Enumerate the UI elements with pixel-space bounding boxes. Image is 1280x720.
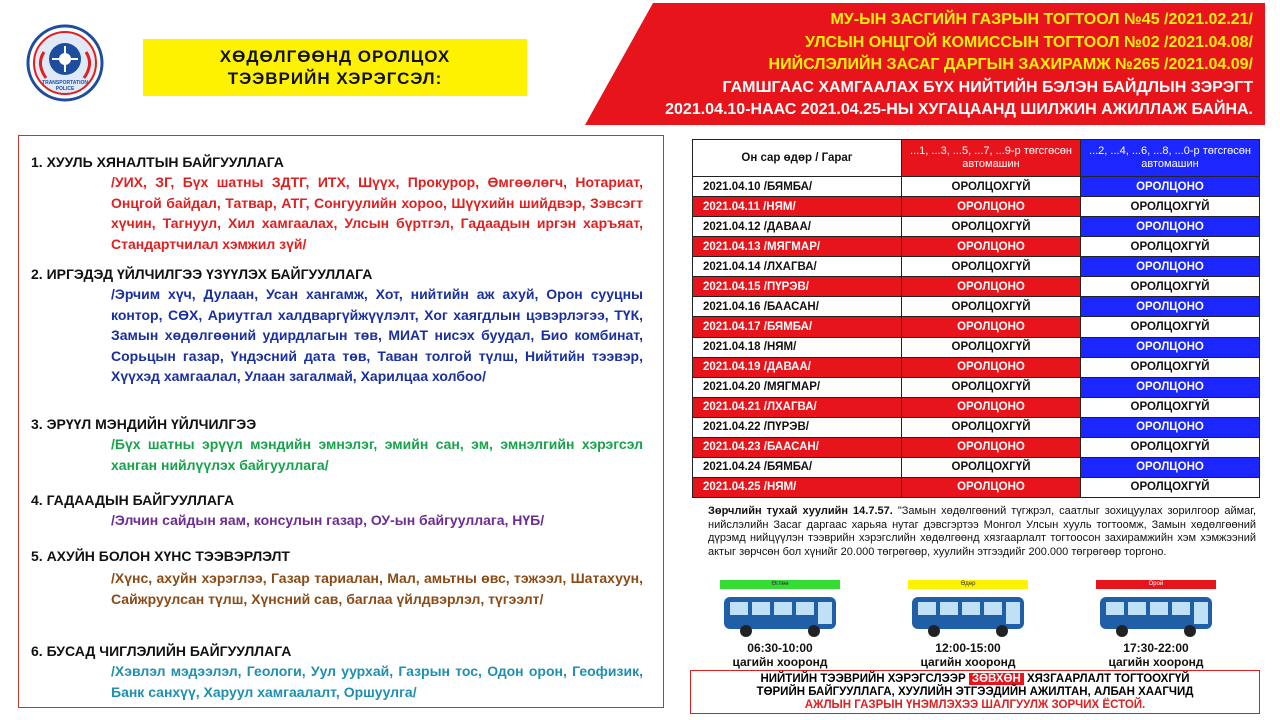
row-even-status: ОРОЛЦОНО (1081, 217, 1260, 237)
time-block-noon (908, 580, 1028, 669)
row-even-status: ОРОЛЦОХГҮЙ (1081, 357, 1260, 377)
time-block-evening (1096, 580, 1216, 669)
time-range: 12:00-15:00 (935, 641, 1001, 655)
table-row (693, 457, 1260, 477)
notice-part-2: ХЯЗГААРЛАЛТ ТОГТООХГҮЙ (1023, 673, 1190, 685)
time-range: 06:30-10:00 (747, 641, 813, 655)
row-odd-status: ОРОЛЦОНО (902, 317, 1081, 337)
row-date: 2021.04.15 /ПҮРЭВ/ (693, 277, 902, 297)
header-odd-plates: ...1, ...3, ...5, ...7, ...9-р төгсгөсөн автомашин (902, 140, 1081, 177)
row-even-status: ОРОЛЦОНО (1081, 417, 1260, 437)
row-date: 2021.04.20 /МЯГМАР/ (693, 377, 902, 397)
time-caption: цагийн хооронд (732, 655, 828, 669)
table-row (693, 377, 1260, 397)
row-date: 2021.04.25 /НЯМ/ (693, 477, 902, 497)
decree-banner (585, 3, 1265, 125)
section-body: /Эрчим хүч, Дулаан, Усан хангамж, Хот, нийтийн аж ахуй, Орон сууцны контор, СӨХ, Ариутгал халдваргүйжүүлэлт, Хог хаягдлын цэвэрлэгээ, ТҮК, Замын хөдөлгөөний удирдлагын төв, МИАТ нисэх буудал, Био комбинат, Сорьцын газар, Үндэсний дата төв, Таван толгой түлш, Нийтийн тээвэр, Хүүхэд хамгаалал, Улаан загалмай, Харилцаа холбоо/ (111, 286, 643, 384)
row-date: 2021.04.21 /ЛХАГВА/ (693, 397, 902, 417)
police-logo (26, 24, 104, 102)
row-date: 2021.04.23 /БААСАН/ (693, 437, 902, 457)
row-even-status: ОРОЛЦОХГҮЙ (1081, 397, 1260, 417)
row-even-status: ОРОЛЦОНО (1081, 337, 1260, 357)
row-date: 2021.04.19 /ДАВАА/ (693, 357, 902, 377)
bus-icon (908, 593, 1028, 639)
table-header-row (693, 140, 1260, 177)
section-heading: 5. АХУЙН БОЛОН ХҮНС ТЭЭВЭРЛЭЛТ (31, 548, 290, 564)
row-odd-status: ОРОЛЦОХГҮЙ (902, 217, 1081, 237)
plate-schedule-table (692, 139, 1260, 498)
table-row (693, 297, 1260, 317)
page-title (143, 39, 527, 96)
row-even-status: ОРОЛЦОНО (1081, 457, 1260, 477)
table-row (693, 217, 1260, 237)
header-even-plates: ...2, ...4, ...6, ...8, ...0-р төгсгөсөн автомашин (1081, 140, 1260, 177)
table-row (693, 337, 1260, 357)
section-body: /Элчин сайдын яам, консулын газар, ОУ-ын байгууллага, НҮБ/ (111, 512, 545, 528)
row-odd-status: ОРОЛЦОХГҮЙ (902, 377, 1081, 397)
section-body: /УИХ, ЗГ, Бүх шатны ЗДТГ, ИТХ, Шүүх, Прокурор, Өмгөөлөгч, Нотариат, Онцгой байдал, Татвар, АТГ, Сонгуулийн хороо, Шүүхийн шийдвэр, Зэвсэгт хүчин, Тагнуул, Хил хамгаалах, Улсын бүртгэл, Гадаадын иргэн харъяат, Стандартчилал хэмжил зүй/ (111, 174, 643, 252)
time-label-bar: Өдөр (908, 580, 1028, 589)
table-row (693, 197, 1260, 217)
row-even-status: ОРОЛЦОХГҮЙ (1081, 437, 1260, 457)
row-date: 2021.04.10 /БЯМБА/ (693, 177, 902, 197)
row-date: 2021.04.12 /ДАВАА/ (693, 217, 902, 237)
section-body: /Хүнс, ахуйн хэрэглээ, Газар тариалан, Мал, амьтны өвс, тэжээл, Шатахуун, Сайжруулсан түлш, Хүнсний сав, баглаа үйлдвэрлэл, түгээлт/ (111, 570, 643, 607)
table-row (693, 397, 1260, 417)
row-odd-status: ОРОЛЦОНО (902, 437, 1081, 457)
time-label-bar: Өглөө (720, 580, 840, 589)
notice-line-2: ТӨРИЙН БАЙГУУЛЛАГА, ХУУЛИЙН ЭТГЭЭДИЙН АЖИЛТАН, АЛБАН ХААГЧИД (756, 686, 1194, 698)
row-even-status: ОРОЛЦОХГҮЙ (1081, 317, 1260, 337)
logo-text: TRANSPORTATION POLICE (42, 80, 88, 92)
notice-part-1: НИЙТИЙН ТЭЭВРИЙН ХЭРЭГСЛЭЭР (760, 673, 969, 685)
time-caption: цагийн хооронд (1108, 655, 1204, 669)
section-heading: 1. ХУУЛЬ ХЯНАЛТЫН БАЙГУУЛЛАГА (31, 154, 284, 170)
law-body: "Замын хөдөлгөөний түгжрэл, саатлыг зохицуулах зорилгоор аймаг, нийслэлийн Засаг даргаас харьяа нутаг дэвсгэртээ Монгол Улсын хууль тогтоомж, Замын хөдөлгөөний дүрэмд нийцүүлэн тээврийн хэрэгслийн хөдөлгөөнд хязгаарлалт тогтоосон захирамжийн хэм хэмжээний актыг зөрчсөн бол хүнийг 20.000 төгрөгөөр, хуулийн этгээдийг 200.000 төгрөгөөр торгоно. (708, 505, 1257, 558)
banner-line-1: МУ-ЫН ЗАСГИЙН ГАЗРЫН ТОГТООЛ №45 /2021.02.21/ (830, 11, 1253, 28)
section-heading: 3. ЭРҮҮЛ МЭНДИЙН ҮЙЛЧИЛГЭЭ (31, 416, 257, 432)
row-even-status: ОРОЛЦОНО (1081, 177, 1260, 197)
table-row (693, 177, 1260, 197)
banner-text (665, 9, 1253, 122)
table-row (693, 357, 1260, 377)
row-date: 2021.04.18 /НЯМ/ (693, 337, 902, 357)
header-date: Он сар өдөр / Гараг (693, 140, 902, 177)
row-odd-status: ОРОЛЦОХГҮЙ (902, 337, 1081, 357)
table-row (693, 317, 1260, 337)
law-article: Зөрчлийн тухай хуулийн 14.7.57. (708, 505, 893, 517)
row-odd-status: ОРОЛЦОНО (902, 277, 1081, 297)
time-caption: цагийн хооронд (920, 655, 1016, 669)
banner-line-2: УЛСЫН ОНЦГОЙ КОМИССЫН ТОГТООЛ №02 /2021.04.08/ (804, 33, 1253, 51)
row-odd-status: ОРОЛЦОНО (902, 477, 1081, 497)
table-row (693, 477, 1260, 497)
bus-icon (1096, 593, 1216, 639)
row-odd-status: ОРОЛЦОНО (902, 397, 1081, 417)
row-date: 2021.04.17 /БЯМБА/ (693, 317, 902, 337)
row-odd-status: ОРОЛЦОХГҮЙ (902, 257, 1081, 277)
notice-line-3: АЖЛЫН ГАЗРЫН ҮНЭМЛЭХЭЭ ШАЛГУУЛЖ ЗОРЧИХ ЁСТОЙ. (804, 699, 1146, 711)
row-odd-status: ОРОЛЦОХГҮЙ (902, 177, 1081, 197)
table-row (693, 417, 1260, 437)
section-body: /Хэвлэл мэдээлэл, Геологи, Уул уурхай, Газрын тос, Одон орон, Геофизик, Банк санхүү, Харуул хамгаалалт, Оршуулга/ (111, 663, 643, 700)
row-date: 2021.04.24 /БЯМБА/ (693, 457, 902, 477)
table-row (693, 277, 1260, 297)
row-even-status: ОРОЛЦОХГҮЙ (1081, 197, 1260, 217)
banner-line-4: ГАМШГААС ХАМГААЛАХ БҮХ НИЙТИЙН БЭЛЭН БАЙДЛЫН ЗЭРЭГТ (722, 78, 1253, 96)
law-penalty-text (708, 505, 1256, 559)
row-date: 2021.04.14 /ЛХАГВА/ (693, 257, 902, 277)
bus-icon (720, 593, 840, 639)
row-even-status: ОРОЛЦОНО (1081, 257, 1260, 277)
banner-line-5: 2021.04.10-НААС 2021.04.25-НЫ ХУГАЦААНД ШИЛЖИН АЖИЛЛАЖ БАЙНА. (665, 101, 1253, 118)
public-transport-notice (690, 670, 1260, 714)
row-date: 2021.04.16 /БААСАН/ (693, 297, 902, 317)
section-heading: 4. ГАДААДЫН БАЙГУУЛЛАГА (31, 492, 235, 508)
table-row (693, 237, 1260, 257)
title-line-1: ХӨДӨЛГӨӨНД ОРОЛЦОХ (219, 46, 451, 66)
organization-list-panel (18, 135, 664, 708)
row-even-status: ОРОЛЦОХГҮЙ (1081, 277, 1260, 297)
row-even-status: ОРОЛЦОНО (1081, 297, 1260, 317)
row-date: 2021.04.11 /НЯМ/ (693, 197, 902, 217)
row-odd-status: ОРОЛЦОНО (902, 197, 1081, 217)
title-line-2: ТЭЭВРИЙН ХЭРЭГСЭЛ: (227, 68, 443, 88)
row-odd-status: ОРОЛЦОХГҮЙ (902, 417, 1081, 437)
row-even-status: ОРОЛЦОХГҮЙ (1081, 477, 1260, 497)
row-date: 2021.04.22 /ПҮРЭВ/ (693, 417, 902, 437)
time-label-bar: Орой (1096, 580, 1216, 589)
table-row (693, 437, 1260, 457)
time-block-morning (720, 580, 840, 669)
section-heading: 6. БУСАД ЧИГЛЭЛИЙН БАЙГУУЛЛАГА (31, 643, 292, 659)
row-even-status: ОРОЛЦОХГҮЙ (1081, 237, 1260, 257)
table-row (693, 257, 1260, 277)
section-heading: 2. ИРГЭДЭД ҮЙЛЧИЛГЭЭ ҮЗҮҮЛЭХ БАЙГУУЛЛАГА (31, 266, 373, 282)
row-date: 2021.04.13 /МЯГМАР/ (693, 237, 902, 257)
notice-highlight: ЗӨВХӨН (969, 673, 1024, 685)
row-odd-status: ОРОЛЦОХГҮЙ (902, 457, 1081, 477)
notice-line-1 (691, 673, 1259, 686)
banner-line-3: НИЙСЛЭЛИЙН ЗАСАГ ДАРГЫН ЗАХИРАМЖ №265 /2021.04.09/ (768, 56, 1253, 73)
schedule-rows (693, 177, 1260, 498)
row-odd-status: ОРОЛЦОНО (902, 237, 1081, 257)
section-body: /Бүх шатны эрүүл мэндийн эмнэлэг, эмийн сан, эм, эмнэлгийн хэрэгсэл ханган нийлүүлэх байгууллага/ (111, 436, 643, 473)
row-odd-status: ОРОЛЦОХГҮЙ (902, 297, 1081, 317)
row-odd-status: ОРОЛЦОНО (902, 357, 1081, 377)
row-even-status: ОРОЛЦОНО (1081, 377, 1260, 397)
time-range: 17:30-22:00 (1123, 641, 1189, 655)
